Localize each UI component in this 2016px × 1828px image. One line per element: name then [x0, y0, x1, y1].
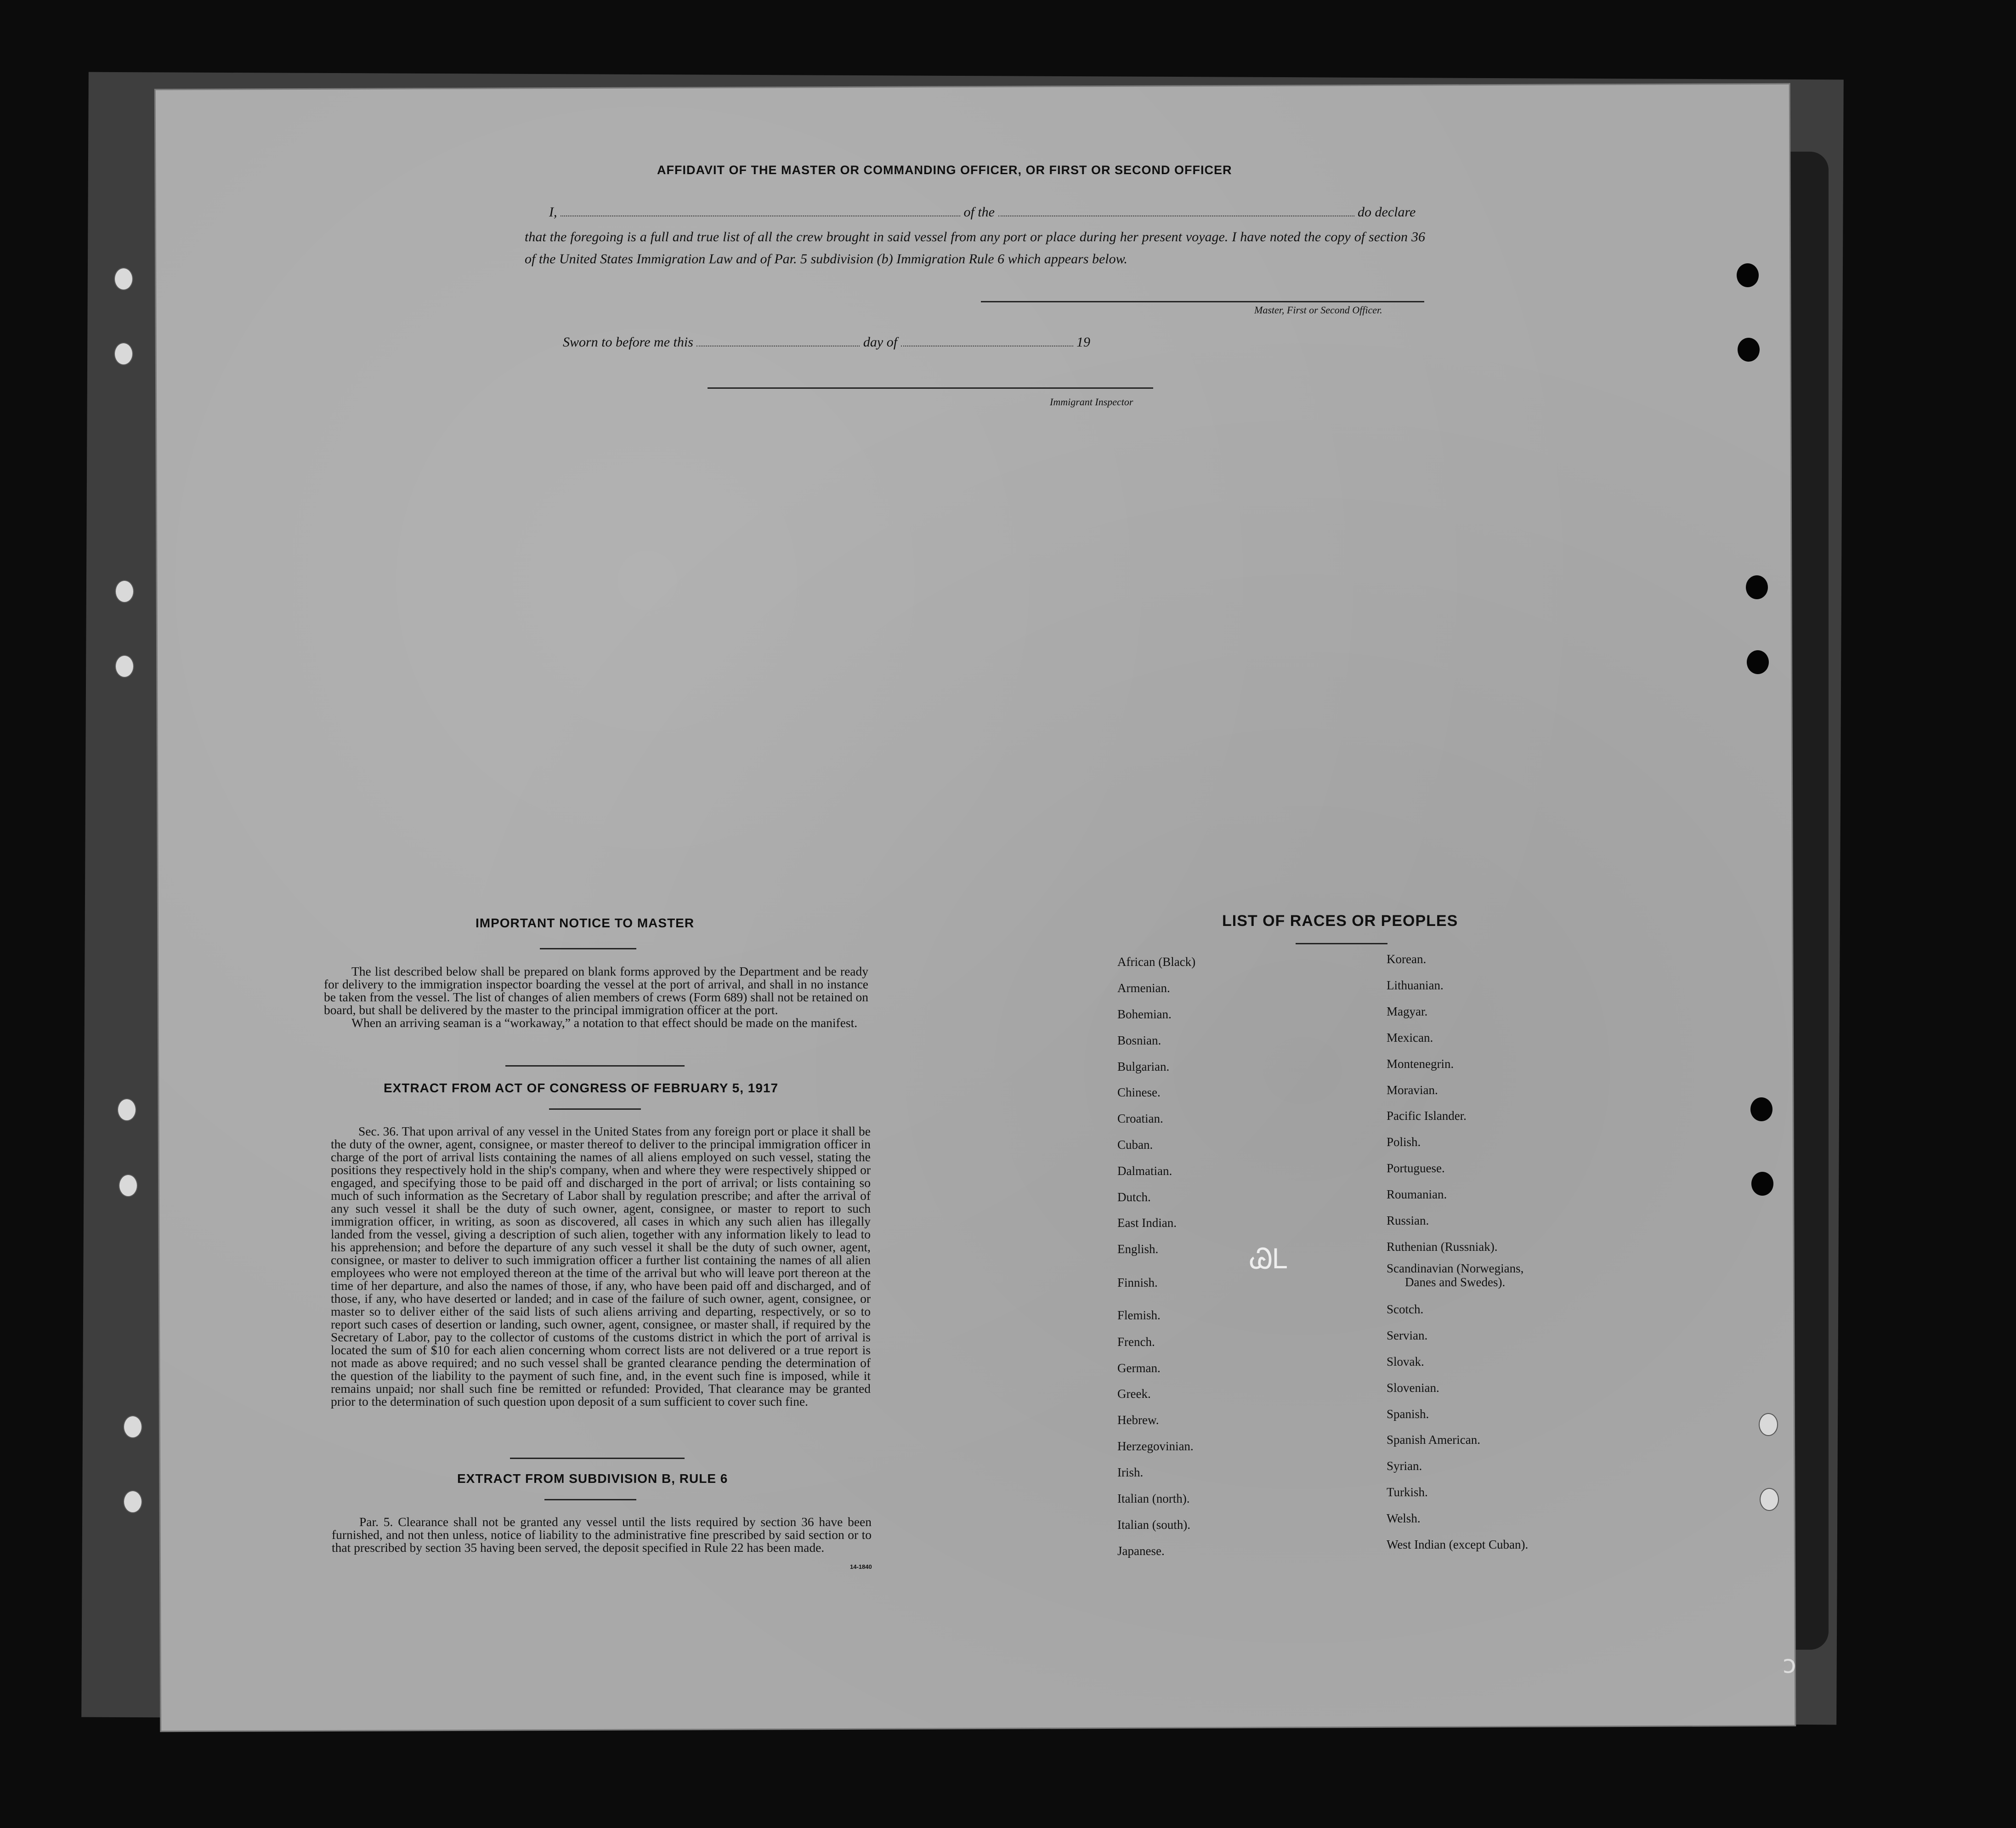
binder-hole [117, 1098, 136, 1121]
race-item: Magyar. [1387, 1005, 1428, 1018]
race-item: Greek. [1117, 1387, 1151, 1401]
race-item: Syrian. [1387, 1459, 1422, 1473]
inspector-signature-line[interactable] [708, 387, 1153, 389]
year-prefix: 19 [1076, 335, 1091, 350]
races-title: LIST OF RACES OR PEOPLES [1222, 912, 1458, 930]
notice-text [324, 965, 868, 1029]
race-item: African (Black) [1117, 955, 1196, 969]
binder-hole [1759, 1413, 1778, 1436]
race-item: Montenegrin. [1387, 1057, 1454, 1071]
handwritten-mark: ᏊᏞ [1250, 1243, 1289, 1275]
divider [549, 1108, 641, 1110]
race-item: West Indian (except Cuban). [1387, 1538, 1529, 1551]
affidavit-declare-label: do declare [1358, 204, 1416, 220]
notice-title: IMPORTANT NOTICE TO MASTER [476, 916, 695, 930]
race-item: Irish. [1117, 1465, 1144, 1479]
race-item: Armenian. [1117, 981, 1170, 995]
sworn-label: Sworn to before me this [563, 335, 693, 350]
race-item: German. [1117, 1361, 1161, 1375]
divider [505, 1065, 685, 1067]
sworn-day-blank[interactable] [697, 335, 860, 346]
race-item: Chinese. [1117, 1085, 1161, 1099]
day-of-label: day of [863, 335, 898, 350]
race-item: Italian (south). [1117, 1518, 1190, 1532]
binder-hole [1737, 263, 1759, 287]
race-item: Turkish. [1387, 1485, 1428, 1499]
signature-line[interactable] [981, 301, 1424, 302]
binder-hole [1746, 575, 1768, 599]
race-item: Bosnian. [1117, 1033, 1161, 1047]
race-item: Herzegovinian. [1117, 1439, 1194, 1453]
race-item: Spanish American. [1387, 1433, 1480, 1447]
race-item: Servian. [1387, 1328, 1428, 1342]
race-item: Roumanian. [1387, 1187, 1447, 1201]
binder-hole [115, 655, 134, 678]
divider [540, 948, 636, 949]
binder-hole [114, 267, 133, 290]
race-item: English. [1117, 1242, 1159, 1256]
notice-paragraph-1: The list described below shall be prepared on blank forms approved by the Department and be ready for delivery to the immigration inspector boarding the vessel at the port of arrival, and shall in no instance be taken from the vessel. The list of changes of alien members of crews (Form 689) shall not be retained on board, but shall be delivered by the master to the principal immigration officer at the port. [324, 964, 868, 1017]
binder-hole [115, 580, 134, 603]
affidavit-body: that the foregoing is a full and true list of all the crew brought in said vessel from any port or place during her present voyage. I have noted the copy of section 36 of the United States Immigration Law and of Par. 5 subdivision (b) Immigration Rule 6 which appears below. [525, 229, 1425, 267]
race-item: Bulgarian. [1117, 1060, 1170, 1073]
document-page [156, 85, 1795, 1731]
binder-hole [1751, 1172, 1773, 1196]
race-item: Flemish. [1117, 1308, 1161, 1322]
race-item: Scotch. [1387, 1302, 1424, 1316]
race-item: French. [1117, 1335, 1155, 1349]
binder-hole [1750, 1097, 1772, 1121]
race-item: Italian (north). [1117, 1492, 1190, 1505]
affidavit-of-the-label: of the [963, 204, 995, 220]
race-item: Ruthenian (Russniak). [1387, 1240, 1498, 1254]
divider [510, 1458, 685, 1459]
notice-paragraph-2: When an arriving seaman is a “workaway,” a notation to that effect should be made on the manifest. [351, 1016, 858, 1030]
inspector-label: Immigrant Inspector [1050, 396, 1133, 408]
race-item: Bohemian. [1117, 1007, 1172, 1021]
extract-rule-text [332, 1516, 872, 1554]
race-item: Danes and Swedes). [1405, 1275, 1506, 1289]
race-item: Russian. [1387, 1214, 1429, 1227]
race-item: Korean. [1387, 952, 1427, 966]
race-item: Cuban. [1117, 1138, 1153, 1152]
extract-act-title: EXTRACT FROM ACT OF CONGRESS OF FEBRUARY 5, 1917 [384, 1081, 779, 1095]
sworn-line [563, 335, 1090, 350]
affidavit-title: AFFIDAVIT OF THE MASTER OR COMMANDING OFFICER, OR FIRST OR SECOND OFFICER [657, 163, 1232, 177]
race-item: East Indian. [1117, 1216, 1177, 1230]
binder-hole [1760, 1488, 1779, 1511]
section-36-paragraph: Sec. 36. That upon arrival of any vessel in the United States from any foreign port or place it shall be the duty of the owner, agent, consignee, or master thereof to deliver to the principal immigration officer in charge of the port of arrival lists containing the names of all aliens employed on such vessel, stating the positions they respectively hold in the ship's company, when and where they were respectively shipped or engaged, and specifying those to be paid off and discharged in the port of arrival; or lists containing so much of such information as the Secretary of Labor shall by regulation prescribe; and after the arrival of any such vessel it shall be the duty of such owner, agent, consignee, or master to report to such immigration officer, in writing, as soon as discovered, all cases in which any such alien has illegally landed from the vessel, giving a description of such alien, together with any information likely to lead to his apprehension; and before the departure of any such vessel it shall be the duty of such owner, agent, consignee, or master to deliver to such immigration officer a further list containing the names of all alien employees who were not employed thereon at the time of the arrival but who will leave port thereon at the time of her departure, and also the names of those, if any, who have been paid off and discharged, and of those, if any, who have deserted or landed; and in case of the failure of such owner, agent, consignee, or master so to deliver either of the said lists of such aliens arriving and departing, respectively, or so to report such cases of desertion or landing, such owner, agent, consignee, or master shall, if required by the Secretary of Labor, pay to the collector of customs of the customs district in which the port of arrival is located the sum of $10 for each alien concerning whom correct lists are not delivered or a true report is not made as above required; and no such vessel shall be granted clearance pending the determination of the question of the liability to the payment of such fine, and, in the event such fine is imposed, while it remains unpaid; nor shall such fine be remitted or refunded: Provided, That clearance may be granted prior to the determination of such question upon deposit of a sum sufficient to cover such fine. [331, 1124, 871, 1408]
race-item: Slovenian. [1387, 1381, 1439, 1395]
signature-label: Master, First or Second Officer. [1254, 304, 1382, 316]
race-item: Moravian. [1387, 1083, 1438, 1097]
vessel-name-blank[interactable] [998, 205, 1354, 216]
handwritten-mark: ↄ [1783, 1650, 1796, 1679]
race-item: Japanese. [1117, 1544, 1165, 1558]
race-item: Slovak. [1387, 1355, 1424, 1368]
race-item: Lithuanian. [1387, 978, 1444, 992]
race-item: Scandinavian (Norwegians, [1387, 1261, 1524, 1275]
race-item: Spanish. [1387, 1407, 1429, 1421]
affidavit-i-label: I, [549, 204, 557, 220]
extract-act-text [331, 1125, 871, 1408]
race-item: Polish. [1387, 1135, 1421, 1149]
race-item: Portuguese. [1387, 1161, 1445, 1175]
race-item: Finnish. [1117, 1276, 1158, 1289]
binder-hole [1738, 338, 1760, 362]
par-5-paragraph: Par. 5. Clearance shall not be granted any vessel until the lists required by section 36 have been furnished, and not then unless, notice of liability to the administrative fine prescribed by said section or to that prescribed by section 35 having been served, the deposit specified in Rule 22 has been made. [332, 1515, 872, 1555]
affidavit-declaration-line [549, 204, 1416, 220]
sworn-month-blank[interactable] [901, 335, 1073, 346]
binder-hole [1747, 650, 1769, 674]
form-number: 14-1840 [850, 1563, 872, 1570]
race-item: Dutch. [1117, 1190, 1151, 1204]
race-item: Pacific Islander. [1387, 1109, 1467, 1123]
race-item: Dalmatian. [1117, 1164, 1172, 1178]
race-item: Croatian. [1117, 1112, 1163, 1125]
race-item: Hebrew. [1117, 1413, 1159, 1427]
binder-hole [119, 1174, 138, 1197]
race-item: Mexican. [1387, 1031, 1433, 1045]
race-item: Welsh. [1387, 1511, 1421, 1525]
binder-hole [123, 1490, 142, 1513]
officer-name-blank[interactable] [561, 205, 960, 216]
extract-rule-title: EXTRACT FROM SUBDIVISION B, RULE 6 [457, 1471, 728, 1486]
divider [1296, 943, 1387, 944]
binder-hole [123, 1415, 142, 1438]
binder-hole [114, 342, 133, 365]
divider [544, 1499, 636, 1500]
